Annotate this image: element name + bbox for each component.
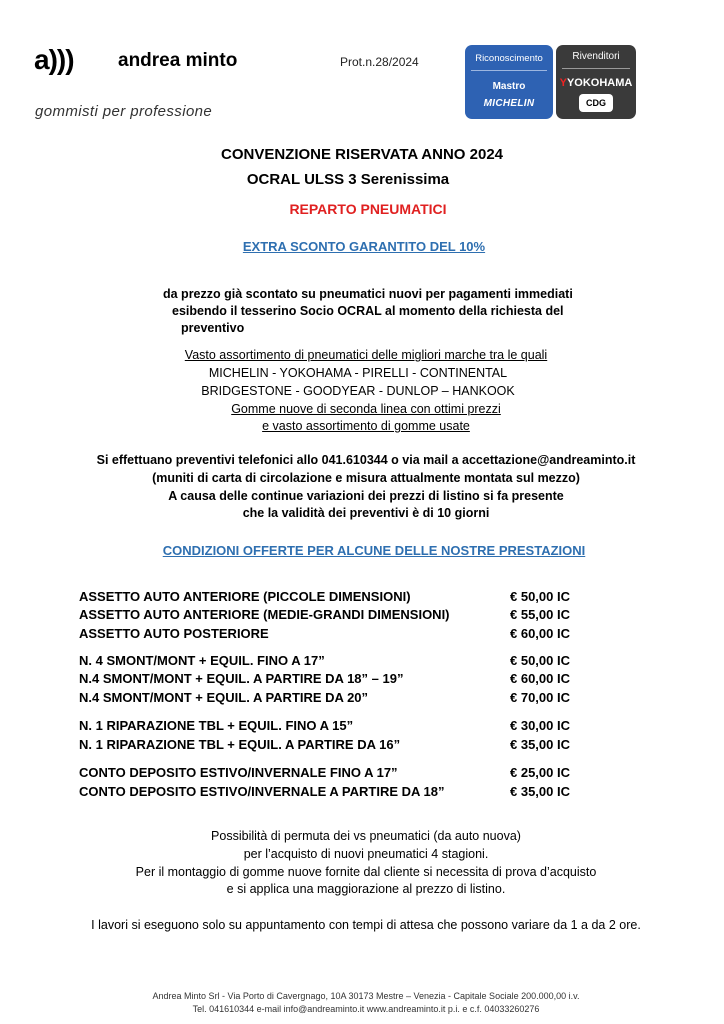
contact-line-4: che la validità dei preventivi è di 10 giorni: [242, 506, 490, 520]
service-price: € 70,00 IC: [510, 690, 570, 705]
appointment-note: I lavori si eseguono solo su appuntamento con tempi di attesa che possono variare da 1 a da 2 ore.: [91, 918, 641, 932]
service-name: N. 1 RIPARAZIONE TBL + EQUIL. FINO A 15”: [79, 718, 354, 733]
service-name: N.4 SMONT/MONT + EQUIL. A PARTIRE DA 18” – 19”: [79, 671, 404, 686]
service-price: € 50,00 IC: [510, 653, 570, 668]
service-price: € 60,00 IC: [510, 671, 570, 686]
service-name: CONTO DEPOSITO ESTIVO/INVERNALE A PARTIRE DA 18”: [79, 784, 445, 799]
logo-mark: a))): [34, 44, 74, 75]
brands-list-1: MICHELIN - YOKOHAMA - PIRELLI - CONTINENTAL: [208, 366, 508, 380]
service-price: € 50,00 IC: [510, 589, 570, 604]
company-name: andrea minto: [118, 50, 238, 71]
intro-line-3: preventivo: [181, 321, 245, 335]
service-name: ASSETTO AUTO ANTERIORE (MEDIE-GRANDI DIMENSIONI): [79, 607, 450, 622]
service-row: [79, 765, 599, 780]
notes-line-3: Per il montaggio di gomme nuove fornite dal cliente si necessita di prova d’acquisto: [135, 865, 597, 879]
service-row: [79, 671, 599, 686]
conditions-heading: CONDIZIONI OFFERTE PER ALCUNE DELLE NOSTRE PRESTAZIONI: [162, 543, 586, 558]
michelin-badge-title: Riconoscimento: [475, 53, 543, 64]
service-row: [79, 626, 599, 641]
service-name: N. 4 SMONT/MONT + EQUIL. FINO A 17”: [79, 653, 325, 668]
service-price: € 30,00 IC: [510, 718, 570, 733]
service-price: € 60,00 IC: [510, 626, 570, 641]
used-tires: e vasto assortimento di gomme usate: [262, 419, 470, 433]
service-row: [79, 737, 599, 752]
service-price: € 55,00 IC: [510, 607, 570, 622]
service-name: ASSETTO AUTO ANTERIORE (PICCOLE DIMENSIONI): [79, 589, 411, 604]
notes-line-1: Possibilità di permuta dei vs pneumatici (da auto nuova): [211, 829, 521, 843]
michelin-badge: [465, 45, 553, 119]
service-row: [79, 784, 599, 799]
service-price: € 35,00 IC: [510, 784, 570, 799]
service-row: [79, 589, 599, 604]
service-name: ASSETTO AUTO POSTERIORE: [79, 626, 269, 641]
dealer-badge: [556, 45, 636, 119]
contact-line-2: (muniti di carta di circolazione e misura attualmente montata sul mezzo): [152, 471, 580, 485]
yokohama-brand-text: YOKOHAMA: [566, 77, 633, 89]
tagline: gommisti per professione: [35, 103, 213, 120]
brands-intro: Vasto assortimento di pneumatici delle migliori marche tra le quali: [184, 348, 548, 362]
footer-contacts: Tel. 041610344 e-mail info@andreaminto.it www.andreaminto.it p.i. e c.f. 04033260276: [192, 1004, 540, 1014]
document-subtitle: OCRAL ULSS 3 Serenissima: [246, 171, 450, 188]
contact-line-3: A causa delle continue variazioni dei prezzi di listino si fa presente: [168, 489, 564, 503]
discount-heading: EXTRA SCONTO GARANTITO DEL 10%: [242, 239, 486, 254]
brands-list-2: BRIDGESTONE - GOODYEAR - DUNLOP – HANKOOK: [201, 384, 515, 398]
notes-line-4: e si applica una maggiorazione al prezzo di listino.: [226, 882, 506, 896]
divider: [562, 68, 630, 69]
service-row: [79, 607, 599, 622]
service-name: N. 1 RIPARAZIONE TBL + EQUIL. A PARTIRE DA 16”: [79, 737, 401, 752]
department-heading: REPARTO PNEUMATICI: [289, 201, 447, 217]
service-name: N.4 SMONT/MONT + EQUIL. A PARTIRE DA 20”: [79, 690, 369, 705]
intro-line-1: da prezzo già scontato su pneumatici nuovi per pagamenti immediati: [163, 287, 573, 301]
yokohama-y-icon: Y: [559, 77, 567, 89]
intro-line-2: esibendo il tesserino Socio OCRAL al momento della richiesta del: [172, 304, 564, 318]
divider: [471, 70, 547, 71]
service-price: € 25,00 IC: [510, 765, 570, 780]
michelin-logo: MICHELIN: [483, 98, 535, 109]
yokohama-logo: [556, 77, 636, 89]
service-row: [79, 718, 599, 733]
service-row: [79, 653, 599, 668]
michelin-badge-level: Mastro: [492, 81, 526, 92]
footer-address: Andrea Minto Srl - Via Porto di Cavergnago, 10A 30173 Mestre – Venezia - Capitale Sociale 200.000,00 i.v.: [152, 991, 580, 1001]
protocol-number: Prot.n.28/2024: [340, 55, 419, 69]
dealer-badge-title: Rivenditori: [572, 51, 620, 62]
second-line-tires: Gomme nuove di seconda linea con ottimi prezzi: [231, 402, 501, 416]
document-title: CONVENZIONE RISERVATA ANNO 2024: [221, 146, 503, 163]
service-name: CONTO DEPOSITO ESTIVO/INVERNALE FINO A 17”: [79, 765, 398, 780]
notes-line-2: per l’acquisto di nuovi pneumatici 4 stagioni.: [243, 847, 489, 861]
service-row: [79, 690, 599, 705]
cdg-logo: CDG: [579, 94, 613, 112]
service-price: € 35,00 IC: [510, 737, 570, 752]
contact-line-1: Si effettuano preventivi telefonici allo 041.610344 o via mail a accettazione@andreaminto.it: [96, 453, 636, 467]
